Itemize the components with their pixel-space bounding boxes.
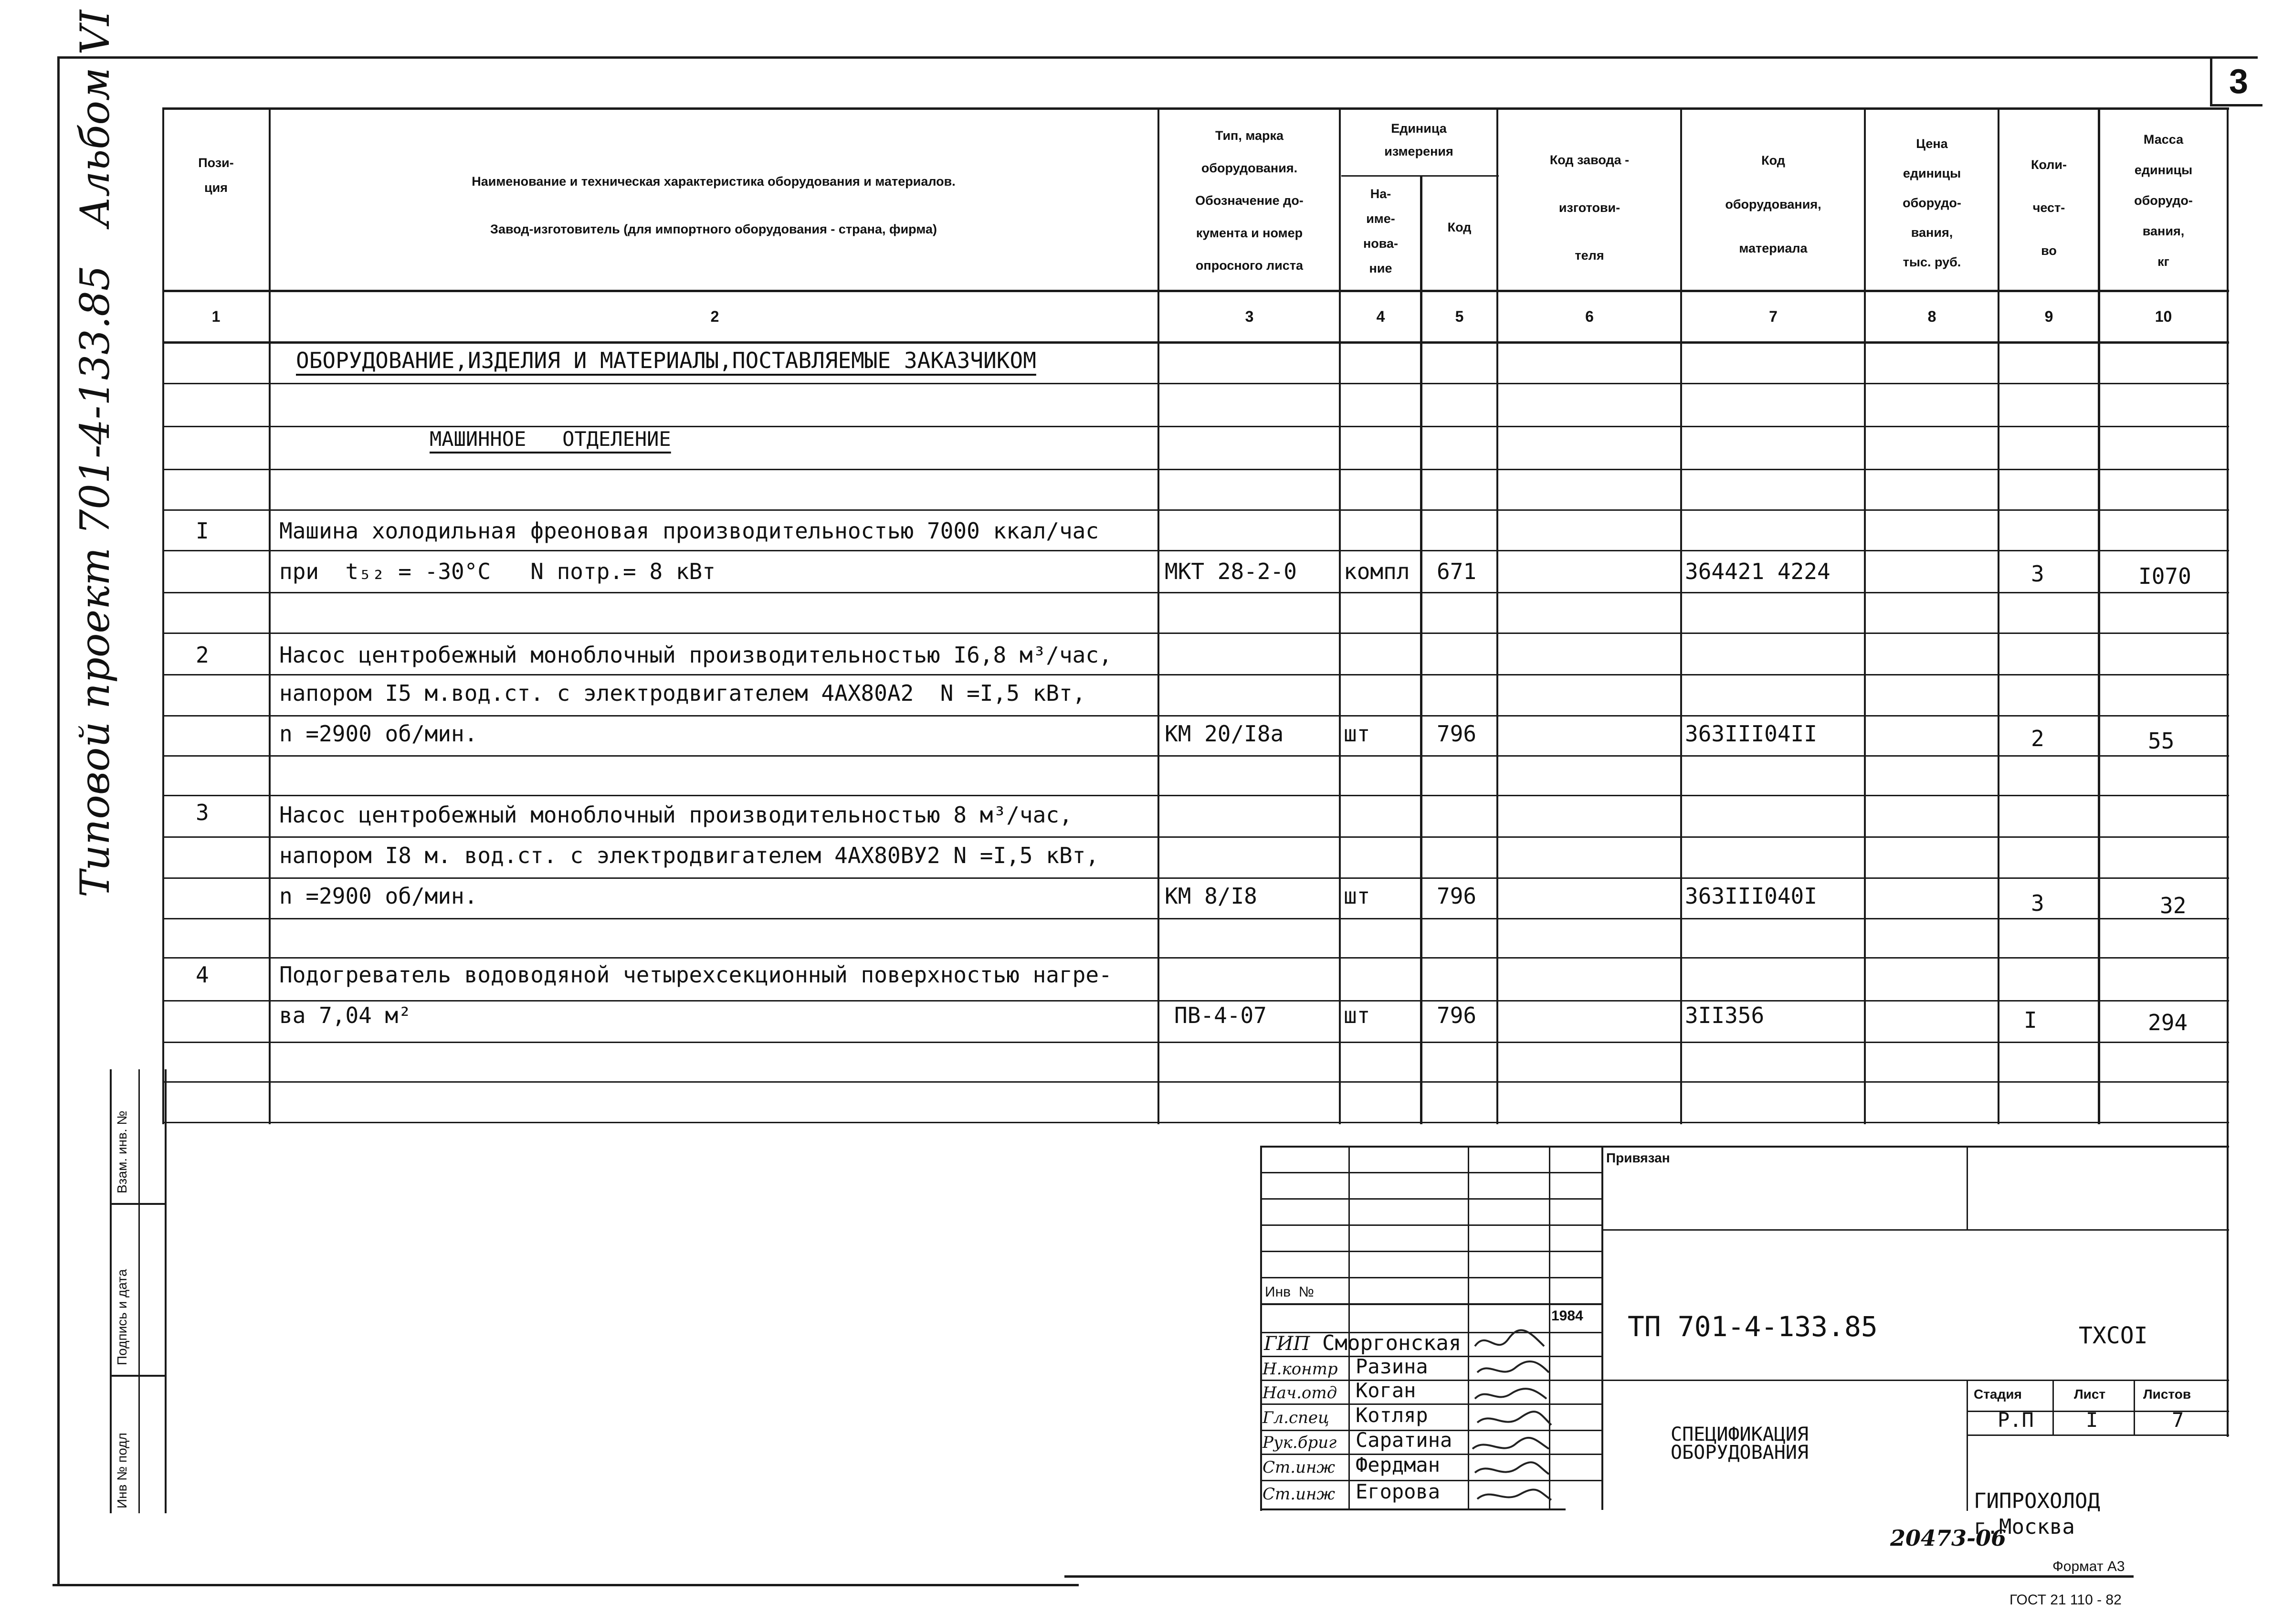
staff-role-4: Гл.спец <box>1262 1408 1329 1427</box>
tb-stage: Р.П <box>1998 1408 2034 1432</box>
item-3-line-3: n =2900 об/мин. <box>279 883 478 909</box>
tb-sheet: I <box>2086 1408 2098 1432</box>
tb-sheets: 7 <box>2172 1408 2184 1432</box>
tb-year: 1984 <box>1551 1308 1583 1324</box>
item-1-type: МКТ 28-2-0 <box>1165 559 1297 584</box>
colnum-9: 9 <box>2044 308 2053 325</box>
tb-col <box>1348 1146 1350 1510</box>
item-3-pos: 3 <box>196 800 209 825</box>
row-line <box>162 592 2229 593</box>
item-3-mass: 32 <box>2160 893 2187 918</box>
staff-name-4: Котляр <box>1356 1403 1428 1427</box>
tb-org: ГИПРОХОЛОД г.Москва <box>1974 1489 2100 1539</box>
tb-privyazan: Привязан <box>1606 1150 1670 1165</box>
staff-role-3: Нач.отд <box>1262 1383 1337 1403</box>
tb-row <box>1260 1172 1601 1173</box>
tb-privyazan-bottom <box>1601 1229 2229 1231</box>
item-2-pos: 2 <box>196 642 209 668</box>
side-stamp-vzam: Взам. инв. № <box>115 1110 129 1193</box>
tb-bottom <box>1260 1508 1566 1510</box>
item-1-unit-code: 671 <box>1437 559 1477 584</box>
tb-privyazan-div <box>1967 1146 1968 1231</box>
item-1-equip-code: 364421 4224 <box>1685 559 1831 584</box>
row-line <box>162 795 2229 796</box>
staff-role-7: Ст.инж <box>1262 1485 1336 1504</box>
item-2-type: КМ 20/I8а <box>1165 721 1284 747</box>
col-line-0 <box>162 107 164 1124</box>
tb-sheets-label: Листов <box>2143 1387 2191 1402</box>
row-line <box>162 1081 2229 1083</box>
item-3-qty: 3 <box>2031 890 2044 916</box>
row-line <box>162 715 2229 717</box>
colnum-bottom <box>162 341 2229 344</box>
col-line-7 <box>1864 107 1866 1124</box>
tb-doc-title: СПЕЦИФИКАЦИЯ ОБОРУДОВАНИЯ <box>1671 1424 1809 1464</box>
tb-row <box>1260 1224 1601 1226</box>
item-3-line-2: напором I8 м. вод.ст. с электродвигателем 4АХ80ВУ2 N =I,5 кВт, <box>279 843 1099 868</box>
row-line <box>162 755 2229 757</box>
tb-sheet-label: Лист <box>2074 1387 2106 1402</box>
header-type: Тип, марка оборудования. Обозначение до- кумента и номер опросного листа <box>1195 128 1304 273</box>
side-stamp-podpis: Подпись и дата <box>115 1269 129 1365</box>
item-1-pos: I <box>196 518 209 544</box>
row-line <box>162 509 2229 511</box>
subsection-title: МАШИННОЕ ОТДЕЛЕНИЕ <box>430 427 671 451</box>
row-line <box>162 1122 2229 1123</box>
col-line-1 <box>269 107 271 1124</box>
header-price: Цена единицы оборудо- вания, тыс. руб. <box>1903 137 1961 269</box>
tb-col <box>1601 1146 1603 1510</box>
frame-bottom <box>53 1584 1079 1586</box>
frame-top <box>57 56 2258 59</box>
tb-title-div <box>1967 1380 1968 1511</box>
table-top <box>162 107 2229 110</box>
row-line <box>162 633 2229 634</box>
colnum-4: 4 <box>1376 308 1385 325</box>
row-line <box>162 469 2229 470</box>
item-4-line-1: Подогреватель водоводяной четырехсекционный поверхностью нагре- <box>279 962 1112 988</box>
side-stamp-right <box>165 1069 167 1513</box>
header-unit-name: На- име- нова- ние <box>1363 187 1399 275</box>
side-stamp-inv-podl: Инв № подл <box>115 1433 129 1508</box>
item-2-unit-code: 796 <box>1437 721 1477 747</box>
colnum-1: 1 <box>211 308 221 325</box>
item-2-qty: 2 <box>2031 726 2044 751</box>
row-line <box>162 877 2229 879</box>
item-1-unit: компл <box>1344 559 1410 584</box>
format-label: Формат А3 <box>2052 1559 2125 1574</box>
colnum-6: 6 <box>1585 308 1594 325</box>
bottom-number: 20473-06 <box>1890 1525 2007 1551</box>
item-4-mass: 294 <box>2148 1010 2188 1035</box>
tb-top <box>1260 1146 2229 1148</box>
header-bottom <box>162 290 2229 292</box>
item-4-unit-code: 796 <box>1437 1002 1477 1028</box>
item-4-line-2: ва 7,04 м² <box>279 1002 411 1028</box>
row-line <box>162 674 2229 675</box>
gost-label: ГОСТ 21 110 - 82 <box>2009 1592 2122 1608</box>
tb-stage-col2 <box>2134 1380 2135 1436</box>
col-line-5 <box>1496 107 1498 1124</box>
item-3-type: КМ 8/I8 <box>1165 883 1257 909</box>
staff-name-3: Коган <box>1356 1379 1416 1402</box>
staff-name-7: Егорова <box>1356 1480 1441 1503</box>
staff-name-2: Разина <box>1356 1355 1428 1378</box>
staff-name-6: Фердман <box>1356 1453 1441 1476</box>
item-1-qty: 3 <box>2031 561 2044 587</box>
section-title: ОБОРУДОВАНИЕ,ИЗДЕЛИЯ И МАТЕРИАЛЫ,ПОСТАВЛЯЕМЫЕ ЗАКАЗЧИКОМ <box>296 348 1036 373</box>
staff-role-6: Ст.инж <box>1262 1458 1336 1477</box>
row-line <box>162 1042 2229 1043</box>
staff-role-5: Рук.бриг <box>1262 1433 1337 1452</box>
header-position: Пози- ция <box>198 156 234 195</box>
item-1-line-1: Машина холодильная фреоновая производительностью 7000 ккал/час <box>279 518 1099 544</box>
header-name: Наименование и техническая характеристика оборудования и материалов. Завод-изготовитель (для импортного оборудования - страна, фирма) <box>472 174 956 236</box>
staff-name-5: Саратина <box>1356 1428 1452 1452</box>
header-equip-code: Код оборудования, материала <box>1725 153 1821 255</box>
tb-project-code: ТП 701-4-133.85 <box>1628 1310 1878 1343</box>
colnum-3: 3 <box>1245 308 1254 325</box>
header-factory-code: Код завода - изготови- теля <box>1549 153 1630 263</box>
header-qty: Коли- чест- во <box>2031 158 2067 258</box>
item-2-line-3: n =2900 об/мин. <box>279 721 478 747</box>
item-2-equip-code: 363III04II <box>1685 721 1817 747</box>
item-4-equip-code: 3II356 <box>1685 1002 1765 1028</box>
row-line <box>162 1000 2229 1002</box>
item-2-mass: 55 <box>2148 728 2175 754</box>
signatures <box>1468 1327 1592 1508</box>
col-line-2 <box>1157 107 1159 1124</box>
colnum-2: 2 <box>710 308 719 325</box>
tb-right <box>2227 1124 2229 1437</box>
tb-row <box>1260 1198 1601 1200</box>
tb-left <box>1260 1146 1262 1511</box>
item-2-line-1: Насос центробежный моноблочный производительностью I6,8 м³/час, <box>279 642 1112 668</box>
frame-bottom-right <box>1064 1575 2134 1578</box>
sheet-number: 3 <box>2229 63 2249 101</box>
side-stamp-inner <box>138 1069 140 1513</box>
tb-stage-row2 <box>1967 1434 2229 1436</box>
col-line-6 <box>1680 107 1682 1124</box>
sheet-number-box-left <box>2210 56 2212 106</box>
staff-name-1: Сморгонская <box>1322 1331 1462 1355</box>
row-line <box>162 957 2229 959</box>
side-stamp-div1 <box>110 1203 166 1205</box>
side-stamp-left <box>110 1069 112 1513</box>
side-album-label: Типовой проект 701-4-133.85 Альбом VI <box>72 10 118 897</box>
item-2-line-2: напором I5 м.вод.ст. с электродвигателем 4АХ80А2 N =I,5 кВт, <box>279 680 1086 706</box>
item-4-qty: I <box>2024 1007 2037 1033</box>
item-3-unit: шт <box>1344 883 1370 909</box>
col-line-10 <box>2227 107 2229 1124</box>
tb-stage-col1 <box>2052 1380 2054 1436</box>
staff-role-2: Н.контр <box>1262 1360 1338 1379</box>
colnum-8: 8 <box>1927 308 1936 325</box>
staff-role-1: ГИП <box>1264 1333 1310 1355</box>
item-4-unit: шт <box>1344 1002 1370 1028</box>
col-line-8 <box>1998 107 1999 1124</box>
row-line <box>162 836 2229 838</box>
colnum-5: 5 <box>1455 308 1464 325</box>
side-stamp-div2 <box>110 1375 166 1377</box>
header-unit-code: Код <box>1447 220 1472 234</box>
item-3-equip-code: 363III040I <box>1685 883 1817 909</box>
colnum-7: 7 <box>1769 308 1778 325</box>
item-3-unit-code: 796 <box>1437 883 1477 909</box>
row-line <box>162 918 2229 919</box>
sheet-number-box-bottom <box>2210 104 2262 106</box>
header-unit: Единица измерения <box>1384 121 1453 158</box>
tb-row <box>1260 1277 1601 1278</box>
item-4-pos: 4 <box>196 962 209 988</box>
row-line <box>162 383 2229 384</box>
tb-inv-no: Инв № <box>1265 1284 1314 1300</box>
frame-left <box>57 56 60 1586</box>
col-line-3 <box>1339 107 1341 1124</box>
item-2-unit: шт <box>1344 721 1370 747</box>
item-1-line-2: при t₅₂ = -30°С N потр.= 8 кВт <box>279 559 715 584</box>
tb-row <box>1260 1251 1601 1252</box>
row-line <box>162 550 2229 551</box>
item-3-line-1: Насос центробежный моноблочный производительностью 8 м³/час, <box>279 802 1073 828</box>
colnum-10: 10 <box>2155 308 2172 325</box>
tb-doc-code: ТХСОI <box>2079 1322 2148 1349</box>
tb-stage-label: Стадия <box>1974 1387 2022 1402</box>
item-1-mass: I070 <box>2138 563 2191 589</box>
tb-row <box>1260 1303 1601 1305</box>
header-mass: Масса единицы оборудо- вания, кг <box>2134 132 2193 269</box>
item-4-type: ПВ-4-07 <box>1174 1002 1267 1028</box>
